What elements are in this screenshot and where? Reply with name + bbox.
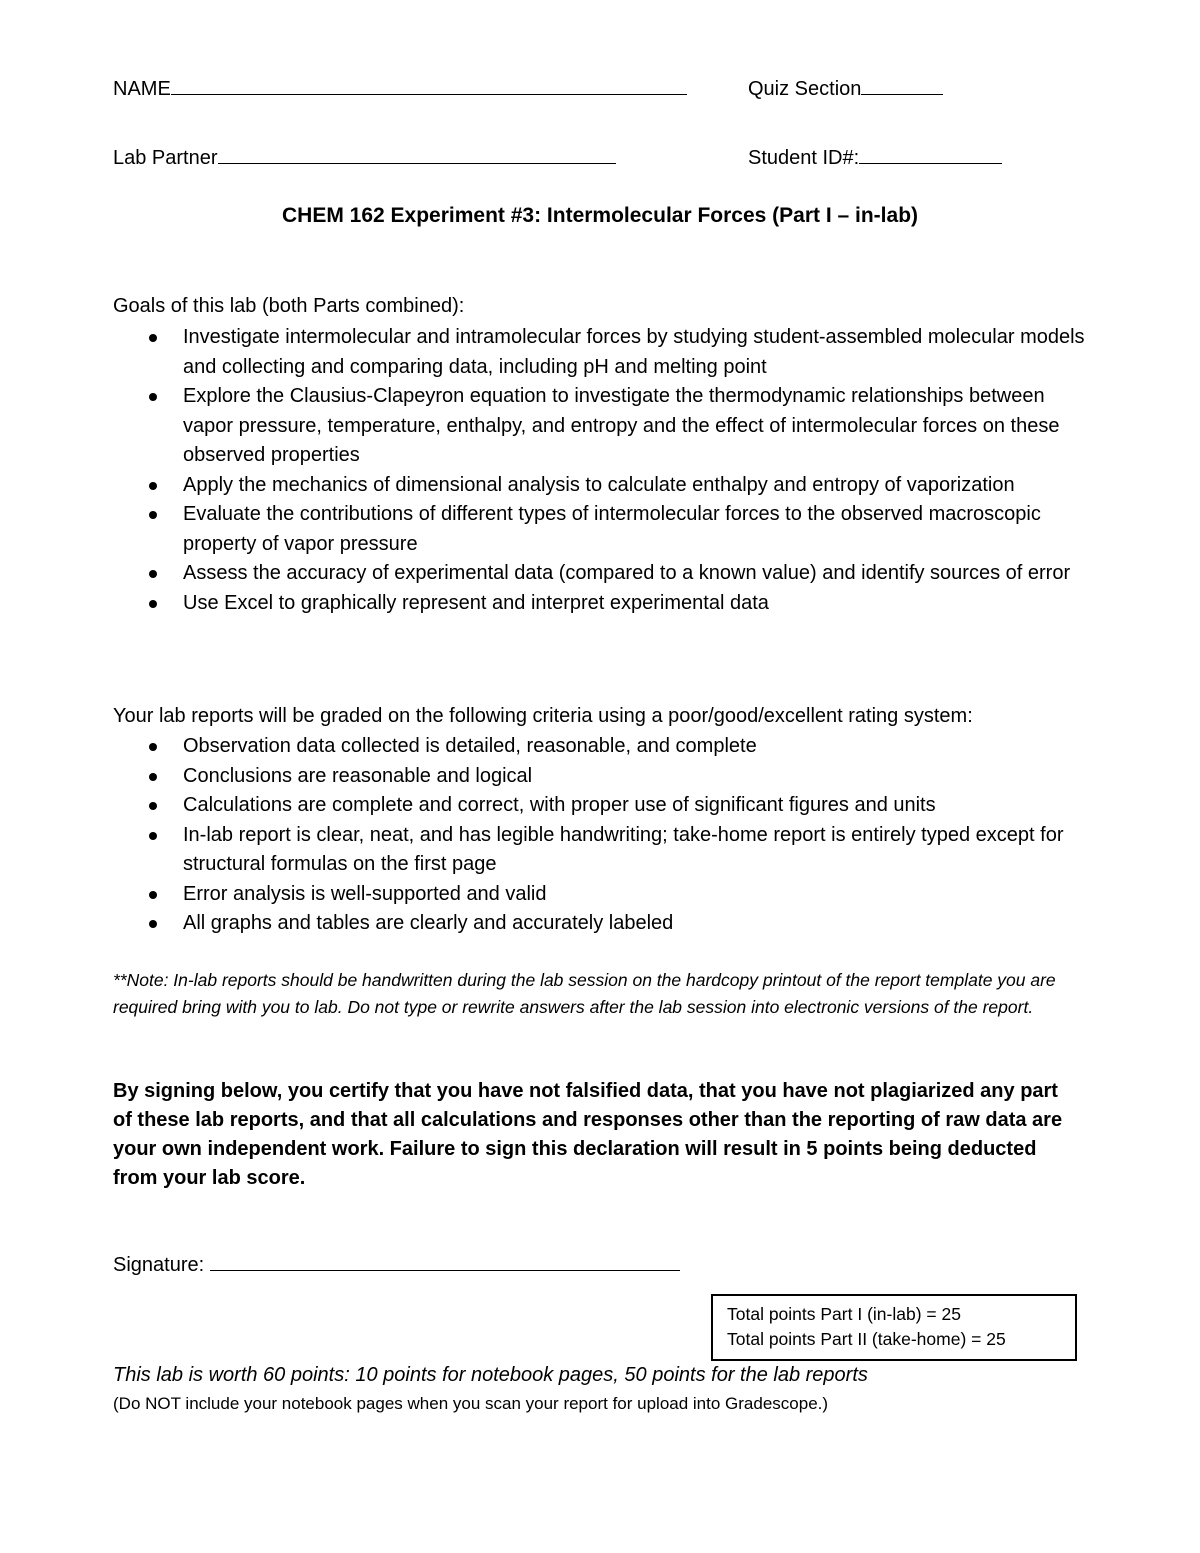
signature-field: [113, 1250, 680, 1277]
criteria-item: Calculations are complete and correct, with proper use of significant figures and units: [140, 791, 1100, 821]
student-id-label: Student ID#:: [748, 147, 860, 169]
quiz-section-field: [748, 74, 943, 101]
criteria-item: All graphs and tables are clearly and accurately labeled: [140, 909, 1100, 939]
goals-list: [140, 323, 1100, 618]
name-label: NAME: [113, 78, 171, 100]
points-box: [711, 1294, 1077, 1361]
signature-label: Signature:: [113, 1254, 205, 1276]
criteria-item: Error analysis is well-supported and valid: [140, 880, 1100, 910]
quiz-section-label: Quiz Section: [748, 78, 862, 100]
goal-item: Evaluate the contributions of different types of intermolecular forces to the observed macroscopic property of vapor pressure: [140, 500, 1100, 559]
student-id-blank-line[interactable]: [859, 143, 1002, 164]
points-part2: Total points Part II (take-home) = 25: [727, 1329, 1006, 1349]
goal-item: Use Excel to graphically represent and interpret experimental data: [140, 589, 1100, 619]
name-blank-line[interactable]: [171, 74, 687, 95]
criteria-item: In-lab report is clear, neat, and has legible handwriting; take-home report is entirely typed except for structural formulas on the first page: [140, 821, 1100, 880]
lab-worth-note: This lab is worth 60 points: 10 points for notebook pages, 50 points for the lab reports: [113, 1364, 868, 1386]
signature-blank-line[interactable]: [210, 1250, 680, 1271]
handwritten-note: **Note: In-lab reports should be handwritten during the lab session on the hardcopy printout of the report template you are required bring with you to lab. Do not type or rewrite answers after the lab session into electronic versions of the report.: [113, 970, 1056, 1017]
goal-item: Apply the mechanics of dimensional analysis to calculate enthalpy and entropy of vaporization: [140, 471, 1100, 501]
upload-instruction: (Do NOT include your notebook pages when you scan your report for upload into Gradescope.): [113, 1394, 829, 1413]
document-title: CHEM 162 Experiment #3: Intermolecular Forces (Part I – in-lab): [281, 204, 919, 227]
quiz-section-blank-line[interactable]: [861, 74, 943, 95]
criteria-item: Conclusions are reasonable and logical: [140, 762, 1100, 792]
criteria-intro: Your lab reports will be graded on the following criteria using a poor/good/excellent rating system:: [113, 705, 973, 727]
lab-partner-blank-line[interactable]: [218, 143, 616, 164]
points-part1: Total points Part I (in-lab) = 25: [727, 1304, 961, 1324]
student-id-field: [748, 143, 1002, 170]
criteria-list: [140, 732, 1100, 939]
goal-item: Explore the Clausius-Clapeyron equation to investigate the thermodynamic relationships between vapor pressure, temperature, enthalpy, and entropy and the effect of intermolecular forces on these observed properties: [140, 382, 1100, 471]
goal-item: Assess the accuracy of experimental data (compared to a known value) and identify sources of error: [140, 559, 1100, 589]
certification-statement: By signing below, you certify that you have not falsified data, that you have not plagiarized any part of these lab reports, and that all calculations and responses other than the reporting of raw data are your own independent work. Failure to sign this declaration will result in 5 points being deducted from your lab score.: [113, 1080, 1063, 1189]
lab-partner-label: Lab Partner: [113, 147, 218, 169]
name-field: [113, 74, 687, 101]
lab-partner-field: [113, 143, 616, 170]
goals-intro: Goals of this lab (both Parts combined):: [113, 295, 465, 317]
goal-item: Investigate intermolecular and intramolecular forces by studying student-assembled molecular models and collecting and comparing data, including pH and melting point: [140, 323, 1100, 382]
criteria-item: Observation data collected is detailed, reasonable, and complete: [140, 732, 1100, 762]
